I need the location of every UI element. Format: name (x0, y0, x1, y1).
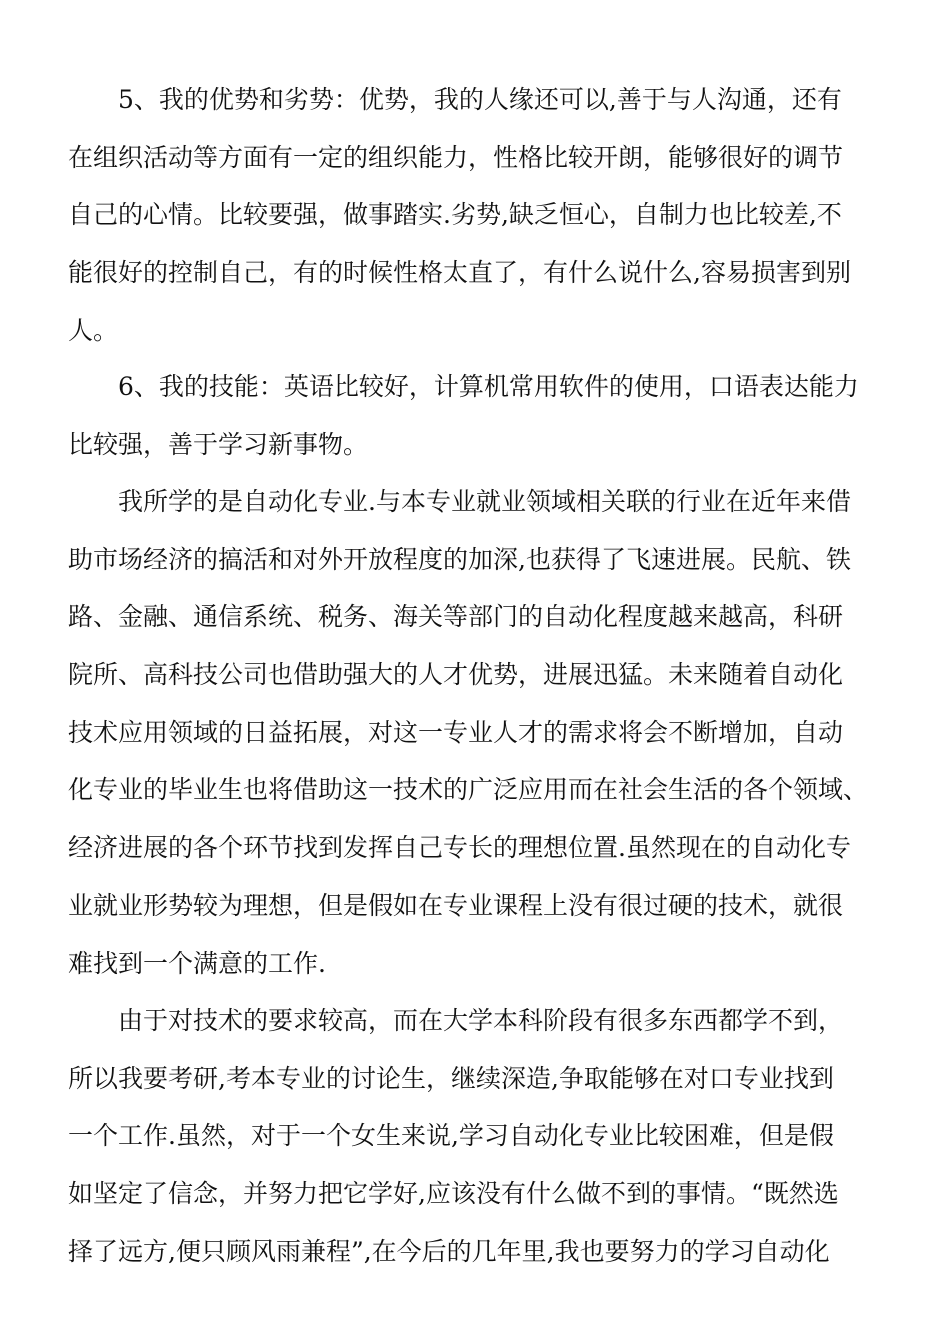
text-line: 院所、高科技公司也借助强大的人才优势，进展迅猛。未来随着自动化 (68, 660, 844, 690)
text-line: 自己的心情。比较要强，做事踏实.劣势,缺乏恒心，自制力也比较差,不 (68, 200, 842, 230)
paragraph-major (68, 473, 888, 992)
text-line: 业就业形势较为理想，但是假如在专业课程上没有很过硬的技术，就很 (68, 890, 844, 920)
text-line: 如坚定了信念，并努力把它学好,应该没有什么做不到的事情。“既然选 (68, 1179, 839, 1209)
text-line: 人。 (68, 315, 119, 345)
text-line: 5、我的优势和劣势：优势，我的人缘还可以,善于与人沟通，还有 (118, 85, 842, 114)
text-line: 择了远方,便只顾风雨兼程”,在今后的几年里,我也要努力的学习自动化 (68, 1236, 830, 1266)
text-line: 6、我的技能：英语比较好，计算机常用软件的使用，口语表达能力 (118, 372, 859, 401)
text-line: 难找到一个满意的工作. (68, 948, 326, 978)
text-line: 所以我要考研,考本专业的讨论生，继续深造,争取能够在对口专业找到 (68, 1063, 834, 1093)
text-line: 化专业的毕业生也将借助这一技术的广泛应用而在社会生活的各个领域、 (68, 775, 869, 805)
paragraph-skills (68, 358, 888, 473)
text-line: 在组织活动等方面有一定的组织能力，性格比较开朗，能够很好的调节 (68, 142, 844, 172)
text-line: 我所学的是自动化专业.与本专业就业领域相关联的行业在近年来借 (118, 487, 851, 516)
text-line: 能很好的控制自己，有的时候性格太直了，有什么说什么,容易损害到别 (68, 258, 851, 288)
text-line: 经济进展的各个环节找到发挥自己专长的理想位置.虽然现在的自动化专 (68, 833, 851, 863)
text-line: 比较强，善于学习新事物。 (68, 429, 369, 459)
text-line: 由于对技术的要求较高，而在大学本科阶段有很多东西都学不到， (118, 1006, 844, 1035)
text-line: 技术应用领域的日益拓展，对这一专业人才的需求将会不断增加，自动 (68, 717, 844, 747)
text-line: 路、金融、通信系统、税务、海关等部门的自动化程度越来越高，科研 (68, 602, 844, 632)
paragraph-plans (68, 992, 888, 1280)
paragraph-strengths-weaknesses (68, 71, 888, 359)
text-line: 一个工作.虽然，对于一个女生来说,学习自动化专业比较困难，但是假 (68, 1121, 834, 1151)
text-line: 助市场经济的搞活和对外开放程度的加深,也获得了飞速进展。民航、铁 (68, 544, 851, 574)
